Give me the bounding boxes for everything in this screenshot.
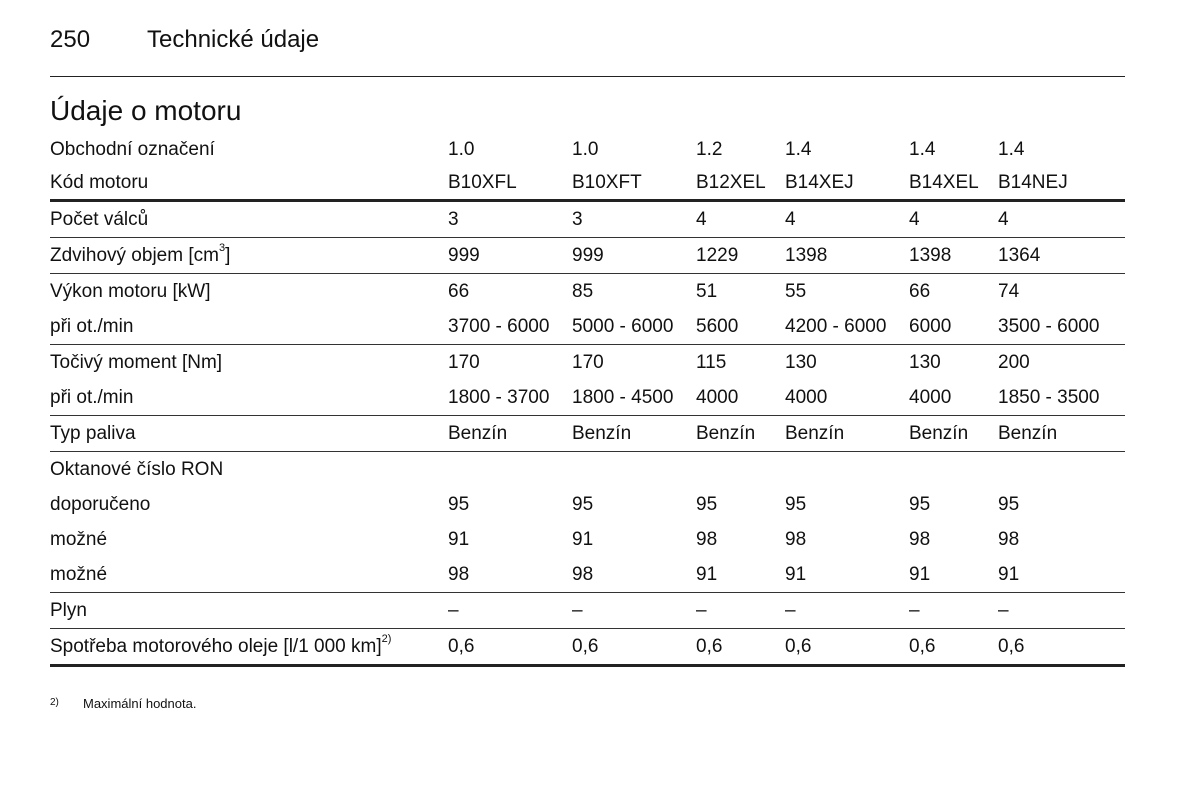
row-label	[50, 238, 448, 274]
table-cell: 98	[572, 557, 696, 593]
table-row	[50, 238, 1125, 274]
table-cell: 0,6	[448, 629, 572, 666]
table-cell: 115	[696, 351, 727, 373]
table-cell	[572, 452, 696, 488]
table-cell: 1229	[696, 238, 785, 274]
table-row	[50, 309, 1125, 345]
row-label	[50, 522, 448, 557]
row-label	[50, 593, 448, 629]
table-cell: 170	[572, 351, 604, 373]
row-label	[50, 416, 448, 452]
table-cell: 95	[785, 493, 807, 515]
footnote-text: Maximální hodnota.	[83, 696, 197, 711]
table-row	[50, 380, 1125, 416]
row-label-superscript: 3	[218, 241, 226, 254]
table-cell: –	[696, 593, 785, 629]
table-cell: 4000	[696, 380, 785, 416]
row-label	[50, 380, 448, 416]
row-label-text: při ot./min	[50, 386, 134, 408]
row-label-text: Počet válců	[50, 208, 149, 230]
table-cell: 91	[448, 528, 470, 550]
row-label-text: možné	[50, 563, 108, 585]
table-cell: 4	[696, 201, 785, 238]
table-row	[50, 201, 1125, 238]
table-cell: 3	[448, 201, 572, 238]
table-cell: 1398	[909, 238, 998, 274]
header-cell: B14NEJ	[998, 166, 1125, 201]
row-label-text: Točivý moment [Nm]	[50, 351, 223, 373]
row-label	[50, 309, 448, 345]
table-cell: Benzín	[998, 416, 1125, 452]
table-cell: 5600	[696, 309, 785, 345]
table-cell: 95	[696, 493, 718, 515]
header-cell: 1.0	[448, 138, 475, 160]
table-cell: 66	[909, 280, 931, 302]
table-body	[50, 201, 1125, 666]
table-cell: 0,6	[909, 629, 998, 666]
table-cell: –	[448, 593, 572, 629]
table-cell: 55	[785, 280, 807, 302]
table-cell: 91	[998, 557, 1125, 593]
table-row	[50, 452, 1125, 488]
table-cell: 170	[448, 351, 480, 373]
table-cell: Benzín	[785, 416, 909, 452]
table-row	[50, 487, 1125, 522]
header-cell: B14XEJ	[785, 166, 909, 201]
table-cell: 4000	[909, 380, 998, 416]
page-header	[50, 24, 1125, 77]
table-cell: 4	[998, 201, 1125, 238]
table-cell	[448, 452, 572, 488]
row-label	[50, 201, 448, 238]
table-cell: 0,6	[696, 629, 785, 666]
table-cell: 85	[572, 280, 594, 302]
header-cell: B10XFT	[572, 166, 696, 201]
table-cell: 5000 - 6000	[572, 309, 696, 345]
table-cell	[785, 452, 909, 488]
table-cell: 1800 - 4500	[572, 380, 696, 416]
row-label	[50, 274, 448, 310]
row-label-text: Zdvihový objem [cm	[50, 244, 219, 266]
row-label-text: Oktanové číslo RON	[50, 458, 224, 480]
table-row	[50, 522, 1125, 557]
table-cell: 1398	[785, 238, 909, 274]
table-cell: 3500 - 6000	[998, 309, 1125, 345]
row-label-text: Spotřeba motorového oleje [l/1 000 km]	[50, 635, 382, 657]
row-label	[50, 629, 448, 666]
table-cell: –	[785, 593, 909, 629]
row-label-text: Plyn	[50, 599, 87, 621]
table-cell: 91	[572, 528, 594, 550]
chapter-title: Technické údaje	[147, 26, 320, 53]
table-cell: 4000	[785, 380, 909, 416]
table-cell	[909, 452, 998, 488]
table-cell: 0,6	[572, 629, 696, 666]
table-header	[50, 133, 1125, 201]
table-cell: 74	[998, 280, 1020, 302]
table-cell: Benzín	[909, 416, 998, 452]
header-row	[50, 133, 1125, 166]
table-cell: 999	[448, 238, 572, 274]
table-cell	[998, 452, 1125, 488]
table-cell: 95	[572, 493, 594, 515]
table-cell: 91	[909, 557, 998, 593]
row-label	[50, 345, 448, 381]
row-label-text: Výkon motoru [kW]	[50, 280, 211, 302]
table-cell: 0,6	[998, 629, 1125, 666]
table-row	[50, 274, 1125, 310]
table-cell: Benzín	[572, 416, 696, 452]
table-row	[50, 557, 1125, 593]
header-cell: 1.2	[696, 138, 723, 160]
table-cell: 3700 - 6000	[448, 309, 572, 345]
header-label: Obchodní označení	[50, 138, 215, 160]
header-cell: 1.0	[572, 138, 599, 160]
header-cell: 1.4	[998, 138, 1025, 160]
table-cell: –	[572, 593, 696, 629]
table-cell: 98	[448, 557, 572, 593]
table-cell: 98	[909, 528, 931, 550]
table-cell: 91	[696, 557, 785, 593]
table-cell: Benzín	[448, 416, 572, 452]
table-cell: 130	[785, 351, 817, 373]
row-label	[50, 452, 448, 488]
table-row	[50, 593, 1125, 629]
table-cell: 95	[998, 493, 1020, 515]
table-cell: 98	[998, 528, 1020, 550]
table-cell: 1800 - 3700	[448, 380, 572, 416]
table-cell: 3	[572, 201, 696, 238]
table-cell: 4200 - 6000	[785, 309, 909, 345]
table-cell: 95	[448, 493, 470, 515]
table-cell: 98	[696, 528, 718, 550]
table-cell: 1364	[998, 238, 1125, 274]
row-label	[50, 487, 448, 522]
table-cell: Benzín	[696, 416, 785, 452]
table-cell: 4	[785, 201, 909, 238]
row-label	[50, 557, 448, 593]
table-cell: 1850 - 3500	[998, 380, 1125, 416]
header-label: Kód motoru	[50, 166, 448, 201]
header-cell: B12XEL	[696, 166, 785, 201]
table-cell: 130	[909, 351, 941, 373]
table-row	[50, 345, 1125, 381]
footnote-mark: 2)	[50, 697, 59, 708]
table-row	[50, 629, 1125, 666]
table-cell: 200	[998, 351, 1030, 373]
header-cell: 1.4	[909, 138, 936, 160]
table-cell: 0,6	[785, 629, 909, 666]
table-cell	[696, 452, 785, 488]
row-label-text: doporučeno	[50, 493, 151, 515]
table-cell: 4	[909, 201, 998, 238]
table-cell: –	[998, 593, 1125, 629]
section-title: Údaje o motoru	[50, 95, 242, 126]
table-cell: 51	[696, 280, 718, 302]
table-row	[50, 416, 1125, 452]
header-row	[50, 166, 1125, 201]
footnote	[50, 696, 197, 711]
table-cell: 66	[448, 280, 470, 302]
row-label-suffix: ]	[225, 244, 231, 266]
header-cell: B10XFL	[448, 166, 572, 201]
table-cell: 999	[572, 238, 696, 274]
table-cell: 6000	[909, 309, 998, 345]
row-label-text: při ot./min	[50, 315, 134, 337]
row-label-text: Typ paliva	[50, 422, 136, 444]
table-cell: –	[909, 593, 998, 629]
engine-data-table	[50, 133, 1125, 667]
page-number: 250	[50, 26, 91, 53]
row-label-superscript: 2)	[381, 632, 392, 645]
table-cell: 98	[785, 528, 807, 550]
table-cell: 95	[909, 493, 931, 515]
header-cell: B14XEL	[909, 166, 998, 201]
table-cell: 91	[785, 557, 909, 593]
header-cell: 1.4	[785, 138, 812, 160]
row-label-text: možné	[50, 528, 108, 550]
